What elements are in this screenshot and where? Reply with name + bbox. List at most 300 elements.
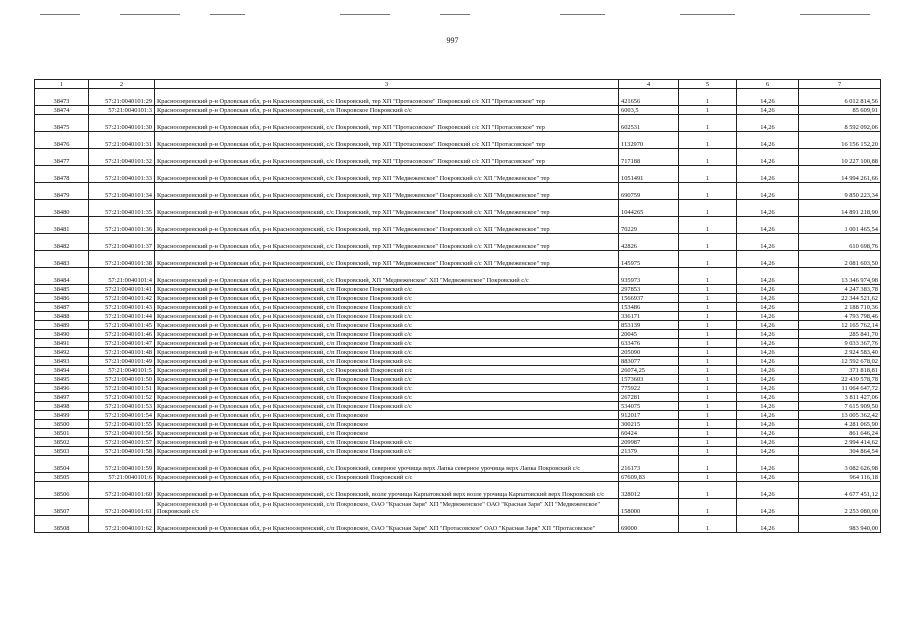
area-value: 775922 xyxy=(619,384,679,393)
table-row xyxy=(35,303,881,312)
area-value: 20045 xyxy=(619,330,679,339)
row-number: 38507 xyxy=(35,499,89,516)
row-number: 38475 xyxy=(35,115,89,132)
rate-value: 14,26 xyxy=(737,183,799,200)
coefficient-value: 1 xyxy=(679,411,737,420)
row-number: 38489 xyxy=(35,321,89,330)
coefficient-value: 1 xyxy=(679,268,737,285)
area-value: 328012 xyxy=(619,482,679,499)
area-value: 1566937 xyxy=(619,294,679,303)
location-description: Красноозеренский р-н Орловская обл, р-н Красноозеренский, с/п Покровское Покровский с/с xyxy=(155,294,619,303)
cadastral-number: 57:21:0040101:41 xyxy=(89,285,155,294)
table-body xyxy=(35,89,881,533)
location-description: Красноозеренский р-н Орловская обл, р-н Красноозеренский, с/п Покровское Покровский с/с xyxy=(155,106,619,115)
area-value: 42826 xyxy=(619,234,679,251)
location-description: Красноозеренский р-н Орловская обл, р-н Красноозеренский, с/п Покровское Покровский с/с xyxy=(155,438,619,447)
location-description: Красноозеренский р-н Орловская обл, р-н Красноозеренский, с/с Покровский, возле урочища Карпатовский верх возле урочища Карпатовский верх Покровский с/с xyxy=(155,482,619,499)
coefficient-value: 1 xyxy=(679,149,737,166)
location-description: Красноозеренский р-н Орловская обл, р-н Красноозеренский, с/с Покровский, тер ХП "Медвеженское" Покровский с/с ХП "Медвеженское" тер xyxy=(155,200,619,217)
location-description: Красноозеренский р-н Орловская обл, р-н Красноозеренский, с/п Покровское Покровский с/с xyxy=(155,321,619,330)
location-description: Красноозеренский р-н Орловская обл, р-н Красноозеренский, с/с Покровский, тер ХП "Протасовское" Покровский с/с ХП "Протасовское" тер xyxy=(155,132,619,149)
row-number: 38494 xyxy=(35,366,89,375)
coefficient-value: 1 xyxy=(679,473,737,482)
location-description: Красноозеренский р-н Орловская обл, р-н Красноозеренский, с/п Покровское Покровский с/с xyxy=(155,339,619,348)
rate-value: 14,26 xyxy=(737,303,799,312)
coefficient-value: 1 xyxy=(679,384,737,393)
coefficient-value: 1 xyxy=(679,106,737,115)
cadastral-number: 57:21:0040101:30 xyxy=(89,115,155,132)
row-number: 38504 xyxy=(35,456,89,473)
coefficient-value: 1 xyxy=(679,312,737,321)
table-row xyxy=(35,375,881,384)
area-value: 297853 xyxy=(619,285,679,294)
area-value: 912017 xyxy=(619,411,679,420)
cadastral-number: 57:21:0040101:58 xyxy=(89,447,155,456)
cadastral-value: 14 994 261,66 xyxy=(799,166,881,183)
cadastral-number: 57:21:0040101:45 xyxy=(89,321,155,330)
cadastral-number: 57:21:0040101:5 xyxy=(89,366,155,375)
coefficient-value: 1 xyxy=(679,429,737,438)
rate-value: 14,26 xyxy=(737,200,799,217)
column-header: 5 xyxy=(679,80,737,89)
area-value: 421656 xyxy=(619,89,679,106)
page-number: 997 xyxy=(446,36,459,45)
table-row xyxy=(35,166,881,183)
row-number: 38481 xyxy=(35,217,89,234)
cadastral-number: 57:21:0040101:43 xyxy=(89,303,155,312)
rate-value: 14,26 xyxy=(737,357,799,366)
column-header: 6 xyxy=(737,80,799,89)
scan-noise xyxy=(40,14,880,17)
row-number: 38493 xyxy=(35,357,89,366)
rate-value: 14,26 xyxy=(737,149,799,166)
location-description: Красноозеренский р-н Орловская обл, р-н Красноозеренский, с/п Покровское, ОАО "Красная Заря" ХП "Медвеженское" ОАО "Красная Заря" ХП "Медвеженское" Покровский с/с xyxy=(155,499,619,516)
cadastral-number: 57:21:0040101:59 xyxy=(89,456,155,473)
row-number: 38501 xyxy=(35,429,89,438)
location-description: Красноозеренский р-н Орловская обл, р-н Красноозеренский, с/п Покровское Покровский с/с xyxy=(155,357,619,366)
row-number: 38496 xyxy=(35,384,89,393)
column-header: 3 xyxy=(155,80,619,89)
row-number: 38483 xyxy=(35,251,89,268)
cadastral-number: 57:21:0040101:33 xyxy=(89,166,155,183)
rate-value: 14,26 xyxy=(737,393,799,402)
cadastral-number: 57:21:0040101:51 xyxy=(89,384,155,393)
cadastral-value: 285 841,70 xyxy=(799,330,881,339)
coefficient-value: 1 xyxy=(679,183,737,200)
coefficient-value: 1 xyxy=(679,217,737,234)
coefficient-value: 1 xyxy=(679,447,737,456)
cadastral-value: 861 646,24 xyxy=(799,429,881,438)
table-row xyxy=(35,183,881,200)
location-description: Красноозеренский р-н Орловская обл, р-н Красноозеренский, с/п Покровское Покровский с/с xyxy=(155,447,619,456)
cadastral-number: 57:21:0040101:44 xyxy=(89,312,155,321)
cadastral-value: 12 592 678,02 xyxy=(799,357,881,366)
cadastral-value: 14 891 218,90 xyxy=(799,200,881,217)
table-row xyxy=(35,321,881,330)
area-value: 216173 xyxy=(619,456,679,473)
row-number: 38487 xyxy=(35,303,89,312)
location-description: Красноозеренский р-н Орловская обл, р-н Красноозеренский, с/с Покровский, тер ХП "Протасовское" Покровский с/с ХП "Протасовское" тер xyxy=(155,115,619,132)
row-number: 38500 xyxy=(35,420,89,429)
rate-value: 14,26 xyxy=(737,375,799,384)
area-value: 602531 xyxy=(619,115,679,132)
rate-value: 14,26 xyxy=(737,499,799,516)
area-value: 883077 xyxy=(619,357,679,366)
area-value: 209987 xyxy=(619,438,679,447)
table-row xyxy=(35,217,881,234)
location-description: Красноозеренский р-н Орловская обл, р-н Красноозеренский, с/с Покровский, ХП "Медвеженское" ХП "Медвеженское" Покровский с/с xyxy=(155,268,619,285)
area-value: 69000 xyxy=(619,516,679,533)
coefficient-value: 1 xyxy=(679,339,737,348)
location-description: Красноозеренский р-н Орловская обл, р-н Красноозеренский, с/с Покровский Покровский с/с xyxy=(155,366,619,375)
cadastral-value: 12 165 762,14 xyxy=(799,321,881,330)
header-row xyxy=(35,80,881,89)
rate-value: 14,26 xyxy=(737,321,799,330)
area-value: 534075 xyxy=(619,402,679,411)
table-row xyxy=(35,285,881,294)
cadastral-value: 2 994 414,62 xyxy=(799,438,881,447)
coefficient-value: 1 xyxy=(679,294,737,303)
cadastral-number: 57:21:0040101:35 xyxy=(89,200,155,217)
cadastral-number: 57:21:0040101:55 xyxy=(89,420,155,429)
cadastral-value: 964 116,18 xyxy=(799,473,881,482)
cadastral-value: 7 615 909,50 xyxy=(799,402,881,411)
row-number: 38476 xyxy=(35,132,89,149)
area-value: 267281 xyxy=(619,393,679,402)
cadastral-value: 11 064 647,72 xyxy=(799,384,881,393)
cadastral-number: 57:21:0040101:53 xyxy=(89,402,155,411)
rate-value: 14,26 xyxy=(737,132,799,149)
cadastral-value: 6 012 814,56 xyxy=(799,89,881,106)
cadastral-value: 4 677 451,12 xyxy=(799,482,881,499)
rate-value: 14,26 xyxy=(737,166,799,183)
rate-value: 14,26 xyxy=(737,312,799,321)
cadastral-value: 610 698,76 xyxy=(799,234,881,251)
location-description: Красноозеренский р-н Орловская обл, р-н Красноозеренский, с/п Покровское xyxy=(155,420,619,429)
coefficient-value: 1 xyxy=(679,330,737,339)
area-value: 690759 xyxy=(619,183,679,200)
cadastral-number: 57:21:0040101:38 xyxy=(89,251,155,268)
table-row xyxy=(35,251,881,268)
location-description: Красноозеренский р-н Орловская обл, р-н Красноозеренский, с/с Покровский, тер ХП "Медвеженское" Покровский с/с ХП "Медвеженское" тер xyxy=(155,166,619,183)
rate-value: 14,26 xyxy=(737,516,799,533)
location-description: Красноозеренский р-н Орловская обл, р-н Красноозеренский, с/п Покровское Покровский с/с xyxy=(155,303,619,312)
table-row xyxy=(35,89,881,106)
rate-value: 14,26 xyxy=(737,402,799,411)
cadastral-number: 57:21:0040101:60 xyxy=(89,482,155,499)
coefficient-value: 1 xyxy=(679,234,737,251)
location-description: Красноозеренский р-н Орловская обл, р-н Красноозеренский, с/с Покровский Покровский с/с xyxy=(155,473,619,482)
table-row xyxy=(35,268,881,285)
row-number: 38482 xyxy=(35,234,89,251)
table-row xyxy=(35,473,881,482)
rate-value: 14,26 xyxy=(737,234,799,251)
cadastral-number: 57:21:0040101:52 xyxy=(89,393,155,402)
row-number: 38477 xyxy=(35,149,89,166)
cadastral-number: 57:21:0040101:6 xyxy=(89,473,155,482)
table-row xyxy=(35,357,881,366)
coefficient-value: 1 xyxy=(679,357,737,366)
rate-value: 14,26 xyxy=(737,456,799,473)
table-row xyxy=(35,115,881,132)
cadastral-number: 57:21:0040101:54 xyxy=(89,411,155,420)
rate-value: 14,26 xyxy=(737,366,799,375)
rate-value: 14,26 xyxy=(737,268,799,285)
location-description: Красноозеренский р-н Орловская обл, р-н Красноозеренский, с/п Покровское Покровский с/с xyxy=(155,348,619,357)
cadastral-value: 2 253 080,00 xyxy=(799,499,881,516)
row-number: 38502 xyxy=(35,438,89,447)
coefficient-value: 1 xyxy=(679,89,737,106)
coefficient-value: 1 xyxy=(679,251,737,268)
rate-value: 14,26 xyxy=(737,447,799,456)
coefficient-value: 1 xyxy=(679,132,737,149)
rate-value: 14,26 xyxy=(737,339,799,348)
location-description: Красноозеренский р-н Орловская обл, р-н Красноозеренский, с/п Покровское Покровский с/с xyxy=(155,330,619,339)
cadastral-value: 9 033 367,76 xyxy=(799,339,881,348)
coefficient-value: 1 xyxy=(679,438,737,447)
row-number: 38503 xyxy=(35,447,89,456)
table-row xyxy=(35,132,881,149)
cadastral-number: 57:21:0040101:29 xyxy=(89,89,155,106)
cadastral-value: 16 156 152,20 xyxy=(799,132,881,149)
row-number: 38478 xyxy=(35,166,89,183)
row-number: 38491 xyxy=(35,339,89,348)
coefficient-value: 1 xyxy=(679,200,737,217)
rate-value: 14,26 xyxy=(737,217,799,234)
coefficient-value: 1 xyxy=(679,482,737,499)
cadastral-value: 10 227 100,88 xyxy=(799,149,881,166)
cadastral-value: 371 818,81 xyxy=(799,366,881,375)
cadastral-value: 983 940,00 xyxy=(799,516,881,533)
cadastral-number: 57:21:0040101:36 xyxy=(89,217,155,234)
area-value: 153486 xyxy=(619,303,679,312)
area-value: 935973 xyxy=(619,268,679,285)
location-description: Красноозеренский р-н Орловская обл, р-н Красноозеренский, с/с Покровский, тер ХП "Медвеженское" Покровский с/с ХП "Медвеженское" тер xyxy=(155,234,619,251)
rate-value: 14,26 xyxy=(737,89,799,106)
coefficient-value: 1 xyxy=(679,321,737,330)
table-row xyxy=(35,438,881,447)
coefficient-value: 1 xyxy=(679,285,737,294)
coefficient-value: 1 xyxy=(679,402,737,411)
area-value: 205090 xyxy=(619,348,679,357)
cadastral-number: 57:21:0040101:50 xyxy=(89,375,155,384)
row-number: 38505 xyxy=(35,473,89,482)
location-description: Красноозеренский р-н Орловская обл, р-н Красноозеренский, с/п Покровское, ОАО "Красная Заря" ХП "Протасовское" ОАО "Красная Заря" ХП "Протасовское" xyxy=(155,516,619,533)
row-number: 38508 xyxy=(35,516,89,533)
cadastral-number: 57:21:0040101:46 xyxy=(89,330,155,339)
location-description: Красноозеренский р-н Орловская обл, р-н Красноозеренский, с/п Покровское Покровский с/с xyxy=(155,375,619,384)
cadastral-value: 4 793 798,46 xyxy=(799,312,881,321)
coefficient-value: 1 xyxy=(679,375,737,384)
location-description: Красноозеренский р-н Орловская обл, р-н Красноозеренский, с/с Покровский, тер ХП "Протасовское" Покровский с/с ХП "Протасовское" тер xyxy=(155,149,619,166)
cadastral-value: 85 609,91 xyxy=(799,106,881,115)
cadastral-value: 304 864,54 xyxy=(799,447,881,456)
area-value: 1044265 xyxy=(619,200,679,217)
rate-value: 14,26 xyxy=(737,348,799,357)
row-number: 38499 xyxy=(35,411,89,420)
area-value: 336171 xyxy=(619,312,679,321)
table-row xyxy=(35,420,881,429)
area-value: 6003,5 xyxy=(619,106,679,115)
area-value: 717188 xyxy=(619,149,679,166)
area-value: 21379 xyxy=(619,447,679,456)
area-value: 1132970 xyxy=(619,132,679,149)
area-value: 145975 xyxy=(619,251,679,268)
table-row xyxy=(35,106,881,115)
table-row xyxy=(35,149,881,166)
row-number: 38473 xyxy=(35,89,89,106)
table-row xyxy=(35,348,881,357)
row-number: 38484 xyxy=(35,268,89,285)
location-description: Красноозеренский р-н Орловская обл, р-н Красноозеренский, с/п Покровское Покровский с/с xyxy=(155,384,619,393)
table-row xyxy=(35,516,881,533)
row-number: 38480 xyxy=(35,200,89,217)
cadastral-value: 3 082 626,98 xyxy=(799,456,881,473)
cadastral-value: 1 001 465,54 xyxy=(799,217,881,234)
coefficient-value: 1 xyxy=(679,348,737,357)
cadastral-number: 57:21:0040101:42 xyxy=(89,294,155,303)
cadastral-value: 22 344 521,62 xyxy=(799,294,881,303)
table-row xyxy=(35,384,881,393)
table-row xyxy=(35,411,881,420)
location-description: Красноозеренский р-н Орловская обл, р-н Красноозеренский, с/п Покровское Покровский с/с xyxy=(155,285,619,294)
rate-value: 14,26 xyxy=(737,482,799,499)
coefficient-value: 1 xyxy=(679,166,737,183)
table-row xyxy=(35,402,881,411)
cadastral-number: 57:21:0040101:56 xyxy=(89,429,155,438)
rate-value: 14,26 xyxy=(737,285,799,294)
row-number: 38497 xyxy=(35,393,89,402)
coefficient-value: 1 xyxy=(679,393,737,402)
column-header: 7 xyxy=(799,80,881,89)
row-number: 38474 xyxy=(35,106,89,115)
location-description: Красноозеренский р-н Орловская обл, р-н Красноозеренский, с/п Покровское Покровский с/с xyxy=(155,393,619,402)
cadastral-value: 2 924 583,40 xyxy=(799,348,881,357)
rate-value: 14,26 xyxy=(737,384,799,393)
coefficient-value: 1 xyxy=(679,499,737,516)
cadastral-value: 13 005 362,42 xyxy=(799,411,881,420)
cadastral-number: 57:21:0040101:48 xyxy=(89,348,155,357)
table-row xyxy=(35,429,881,438)
location-description: Красноозеренский р-н Орловская обл, р-н Красноозеренский, с/с Покровский, тер ХП "Медвеженское" Покровский с/с ХП "Медвеженское" тер xyxy=(155,183,619,200)
table-row xyxy=(35,294,881,303)
cadastral-number: 57:21:0040101:31 xyxy=(89,132,155,149)
cadastral-value: 2 188 710,36 xyxy=(799,303,881,312)
row-number: 38479 xyxy=(35,183,89,200)
cadastral-number: 57:21:0040101:62 xyxy=(89,516,155,533)
row-number: 38486 xyxy=(35,294,89,303)
area-value: 1573603 xyxy=(619,375,679,384)
table-row xyxy=(35,366,881,375)
location-description: Красноозеренский р-н Орловская обл, р-н Красноозеренский, с/п Покровское Покровский с/с xyxy=(155,402,619,411)
row-number: 38495 xyxy=(35,375,89,384)
rate-value: 14,26 xyxy=(737,420,799,429)
cadastral-number: 57:21:0040101:37 xyxy=(89,234,155,251)
table-row xyxy=(35,393,881,402)
area-value: 300215 xyxy=(619,420,679,429)
location-description: Красноозеренский р-н Орловская обл, р-н Красноозеренский, с/с Покровский, северное урочища верх Лапка северное урочища верх Лапка Покровский с/с xyxy=(155,456,619,473)
cadastral-number: 57:21:0040101:32 xyxy=(89,149,155,166)
cadastral-value: 3 811 427,06 xyxy=(799,393,881,402)
coefficient-value: 1 xyxy=(679,115,737,132)
cadastral-number: 57:21:0040101:47 xyxy=(89,339,155,348)
column-header: 1 xyxy=(35,80,89,89)
location-description: Красноозеренский р-н Орловская обл, р-н Красноозеренский, с/п Покровское xyxy=(155,411,619,420)
cadastral-number: 57:21:0040101:61 xyxy=(89,499,155,516)
area-value: 633476 xyxy=(619,339,679,348)
cadastral-number: 57:21:0040101:34 xyxy=(89,183,155,200)
location-description: Красноозеренский р-н Орловская обл, р-н Красноозеренский, с/с Покровский, тер ХП "Медвеженское" Покровский с/с ХП "Медвеженское" тер xyxy=(155,217,619,234)
table-row xyxy=(35,339,881,348)
cadastral-number: 57:21:0040101:49 xyxy=(89,357,155,366)
row-number: 38485 xyxy=(35,285,89,294)
location-description: Красноозеренский р-н Орловская обл, р-н Красноозеренский, с/п Покровское Покровский с/с xyxy=(155,312,619,321)
area-value: 853139 xyxy=(619,321,679,330)
row-number: 38492 xyxy=(35,348,89,357)
area-value: 67609,83 xyxy=(619,473,679,482)
rate-value: 14,26 xyxy=(737,473,799,482)
area-value: 1051491 xyxy=(619,166,679,183)
rate-value: 14,26 xyxy=(737,106,799,115)
column-header: 2 xyxy=(89,80,155,89)
cadastral-value: 2 081 603,50 xyxy=(799,251,881,268)
area-value: 158000 xyxy=(619,499,679,516)
location-description: Красноозеренский р-н Орловская обл, р-н Красноозеренский, с/с Покровский, тер ХП "Протасовское" Покровский с/с ХП "Протасовское" тер xyxy=(155,89,619,106)
coefficient-value: 1 xyxy=(679,516,737,533)
column-header: 4 xyxy=(619,80,679,89)
row-number: 38490 xyxy=(35,330,89,339)
rate-value: 14,26 xyxy=(737,438,799,447)
coefficient-value: 1 xyxy=(679,303,737,312)
cadastral-number: 57:21:0040101:3 xyxy=(89,106,155,115)
area-value: 26074,25 xyxy=(619,366,679,375)
table-row xyxy=(35,200,881,217)
row-number: 38488 xyxy=(35,312,89,321)
cadastral-value: 13 346 974,98 xyxy=(799,268,881,285)
rate-value: 14,26 xyxy=(737,115,799,132)
table-row xyxy=(35,330,881,339)
coefficient-value: 1 xyxy=(679,456,737,473)
rate-value: 14,26 xyxy=(737,411,799,420)
rate-value: 14,26 xyxy=(737,251,799,268)
table-row xyxy=(35,499,881,516)
cadastral-value: 22 439 578,78 xyxy=(799,375,881,384)
row-number: 38498 xyxy=(35,402,89,411)
table-row xyxy=(35,234,881,251)
cadastral-number: 57:21:0040101:57 xyxy=(89,438,155,447)
table-row xyxy=(35,312,881,321)
rate-value: 14,26 xyxy=(737,294,799,303)
coefficient-value: 1 xyxy=(679,366,737,375)
table-row xyxy=(35,447,881,456)
cadastral-value: 8 592 092,06 xyxy=(799,115,881,132)
area-value: 60424 xyxy=(619,429,679,438)
cadastral-value: 9 850 223,34 xyxy=(799,183,881,200)
location-description: Красноозеренский р-н Орловская обл, р-н Красноозеренский, с/с Покровский, тер ХП "Медвеженское" Покровский с/с ХП "Медвеженское" тер xyxy=(155,251,619,268)
table-row xyxy=(35,456,881,473)
register-table xyxy=(34,79,881,533)
area-value: 70229 xyxy=(619,217,679,234)
cadastral-value: 4 281 065,90 xyxy=(799,420,881,429)
rate-value: 14,26 xyxy=(737,429,799,438)
rate-value: 14,26 xyxy=(737,330,799,339)
table-row xyxy=(35,482,881,499)
coefficient-value: 1 xyxy=(679,420,737,429)
location-description: Красноозеренский р-н Орловская обл, р-н Красноозеренский, с/п Покровское xyxy=(155,429,619,438)
row-number: 38506 xyxy=(35,482,89,499)
cadastral-value: 4 247 383,78 xyxy=(799,285,881,294)
cadastral-number: 57:21:0040101:4 xyxy=(89,268,155,285)
